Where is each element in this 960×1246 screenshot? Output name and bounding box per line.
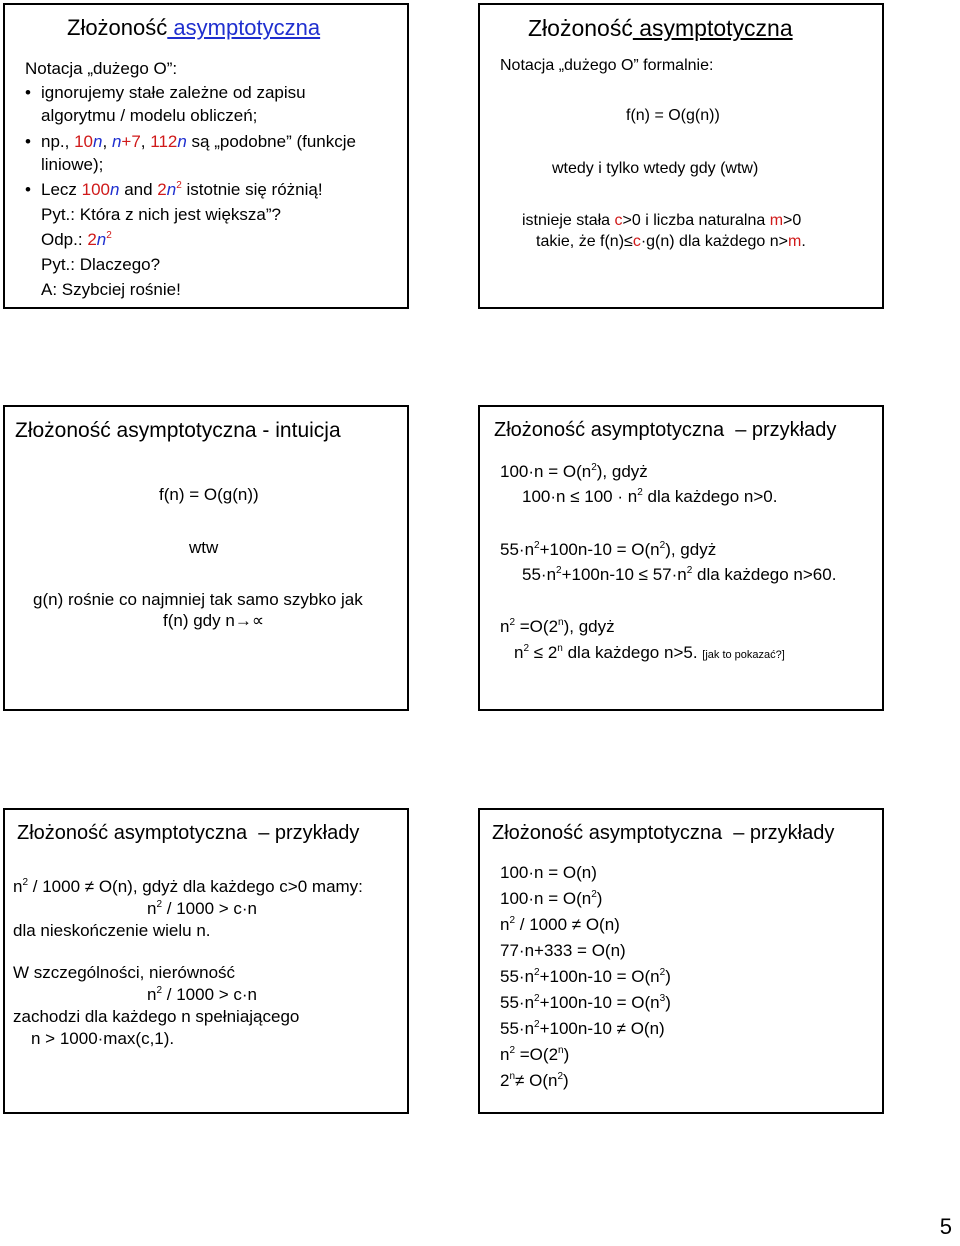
page-number: 5	[939, 1214, 952, 1239]
text-line: g(n) rośnie co najmniej tak samo szybko jak	[33, 590, 363, 609]
text-line: $100\cdot n \le 100 \cdot n^2$ dla każdego n>0.	[522, 487, 778, 506]
text-line: n > 1000·max(c,1).	[31, 1029, 175, 1048]
text-line: $n^2 \le 2^n$ dla każdego n>5. [jak to pokazać?]	[514, 643, 785, 662]
arrow-infinity-icon: →∝	[234, 611, 264, 630]
slide-5	[3, 808, 409, 1114]
text-line: $n^2 / 1000 > c\cdot n$	[147, 899, 258, 918]
bullet-icon: •	[25, 83, 31, 102]
text-line: $55\cdot n^2+100n-10 = O(n^2)$, gdyż	[500, 540, 717, 559]
text-line: $n^2 =O(2^n)$, gdyż	[500, 617, 615, 636]
text-line: dla nieskończenie wielu n.	[13, 921, 211, 940]
slide-title: Złożoność asymptotyczna – przykłady	[492, 822, 835, 844]
text-line: Lecz 100n and $2n^2$ istotnie się różnią!	[41, 180, 323, 199]
text-line: f(n) = O(g(n))	[626, 107, 720, 124]
text-line: $55\cdot n^2+100n-10 = O(n^3)$	[500, 993, 671, 1012]
slide-title: Złożoność asymptotyczna - intuicja	[15, 419, 341, 442]
text-line: algorytmu / modelu obliczeń;	[41, 106, 258, 125]
text-line: $100\cdot n = O(n^2)$	[500, 889, 603, 908]
text-line: ignorujemy stałe zależne od zapisu	[41, 83, 306, 102]
text-line: $55\cdot n^2+100n-10 \ne O(n)$	[500, 1019, 665, 1038]
text-line: $n^2 / 1000 \ne O(n)$	[500, 915, 620, 934]
text-line: wtw	[189, 538, 219, 557]
text-line: $n^2 / 1000 > c\cdot n$	[147, 985, 258, 1004]
slide-title: Złożoność asymptotyczna – przykłady	[17, 822, 360, 844]
text-line: f(n) gdy n→∝	[163, 611, 264, 630]
text-line: $55\cdot n^2+100n-10 \le 57\cdot n^2$ dla każdego n>60.	[522, 565, 837, 584]
bullet-icon: •	[25, 180, 31, 199]
text-line: istnieje stała c>0 i liczba naturalna m>0	[522, 212, 802, 229]
text-line: f(n) = O(g(n))	[159, 485, 259, 504]
text-line: Pyt.: Która z nich jest większa”?	[41, 205, 281, 224]
slide-3	[3, 405, 409, 711]
text-line: $n^2 / 1000 \ne O(n)$, gdyż dla każdego c>0 mamy:	[13, 877, 363, 896]
bullet-icon: •	[25, 132, 31, 151]
text-line: $n^2 =O(2^n)$	[500, 1045, 570, 1064]
text-line: liniowe);	[41, 155, 104, 174]
text-line: $55\cdot n^2+100n-10 = O(n^2)$	[500, 967, 671, 986]
slide-1	[3, 3, 409, 309]
slide-title: Złożoność asymptotyczna	[67, 15, 321, 40]
text-line: Odp.: $2n^2$	[41, 230, 112, 249]
text-line: Notacja „dużego O”:	[25, 59, 178, 78]
text-line: A: Szybciej rośnie!	[41, 280, 181, 299]
slide-6	[478, 808, 884, 1114]
text-line: $100\cdot n = O(n^2)$, gdyż	[500, 462, 648, 481]
slide-title: Złożoność asymptotyczna	[528, 15, 793, 41]
text-line: W szczególności, nierówność	[13, 963, 236, 982]
text-line: $2^n\ne O(n^2)$	[500, 1071, 569, 1090]
slide-title: Złożoność asymptotyczna – przykłady	[494, 419, 837, 441]
text-line: 100·n = O(n)	[500, 863, 597, 882]
text-line: Pyt.: Dlaczego?	[41, 255, 161, 274]
text-line: Notacja „dużego O” formalnie:	[500, 57, 714, 74]
slide-2	[478, 3, 884, 309]
text-line: 77·n+333 = O(n)	[500, 941, 626, 960]
text-line: takie, że f(n)≤c·g(n) dla każdego n>m.	[536, 233, 806, 250]
text-line: zachodzi dla każdego n spełniającego	[13, 1007, 300, 1026]
slide-4	[478, 405, 884, 711]
text-line: np., 10n, n+7, 112n są „podobne” (funkcje	[41, 132, 356, 151]
text-line: wtedy i tylko wtedy gdy (wtw)	[552, 160, 759, 177]
